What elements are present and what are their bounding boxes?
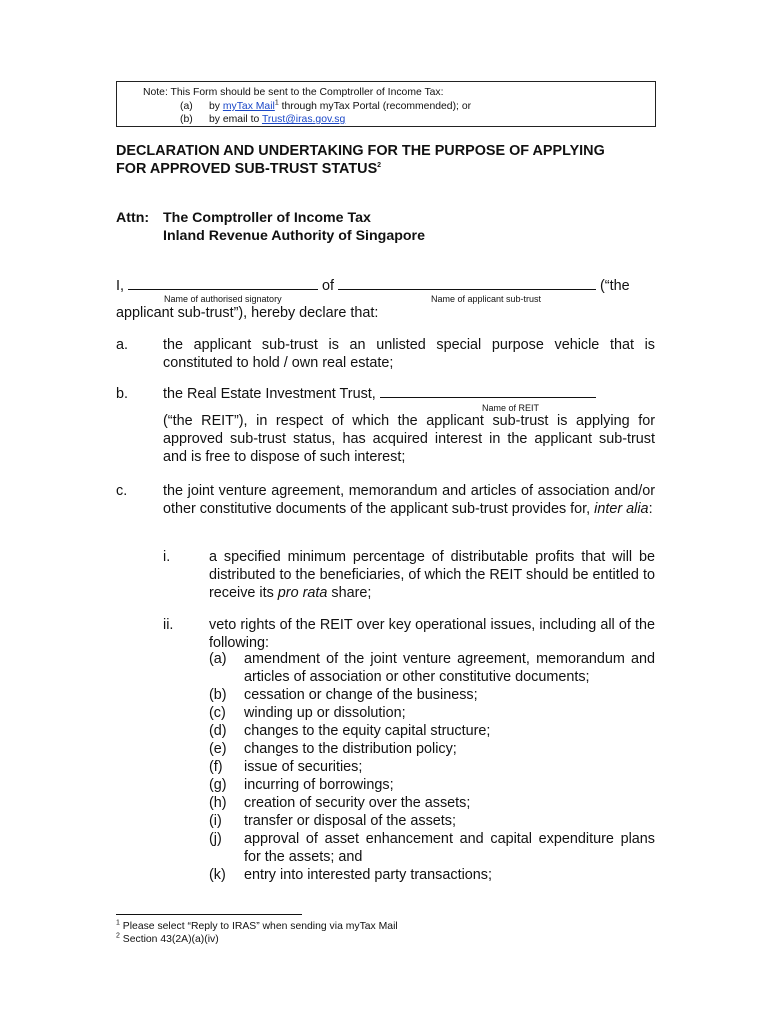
list-item xyxy=(209,650,655,686)
list-item-text: entry into interested party transactions; xyxy=(244,867,492,883)
list-item-label: (f) xyxy=(209,759,223,775)
list-item-label: (g) xyxy=(209,777,227,793)
declarant-of: of xyxy=(322,278,335,294)
note-a-label: (a) xyxy=(180,101,193,112)
list-item-label: (e) xyxy=(209,741,227,757)
list-item xyxy=(209,776,655,794)
item-a-text: the applicant sub-trust is an unlisted special purpose vehicle that is constituted to hold / own real estate; xyxy=(163,337,655,371)
list-item xyxy=(209,740,655,758)
attn-label: Attn: xyxy=(116,210,150,226)
item-a-label: a. xyxy=(116,337,129,353)
list-item-label: (d) xyxy=(209,723,227,739)
list-item-label: (h) xyxy=(209,795,227,811)
footnote-ref-1: 1 xyxy=(274,99,279,107)
declarant-line xyxy=(116,277,656,295)
list-item-text: incurring of borrowings; xyxy=(244,777,394,793)
list-item-text: changes to the equity capital structure; xyxy=(244,723,491,739)
footnote-divider xyxy=(116,914,302,915)
attn-line1: The Comptroller of Income Tax xyxy=(163,210,371,226)
veto-rights-list xyxy=(209,650,655,884)
note-a xyxy=(209,100,471,114)
footnote-1-number: 1 xyxy=(116,919,120,927)
mytax-mail-link[interactable]: myTax Mail xyxy=(222,101,275,112)
note-a-pre: by xyxy=(209,101,223,112)
declarant-prefix: I, xyxy=(116,278,124,294)
list-item-label: (i) xyxy=(209,813,222,829)
item-c-label: c. xyxy=(116,483,128,499)
list-item-label: (j) xyxy=(209,831,222,847)
note-b-pre: by email to xyxy=(209,114,262,125)
item-b-label: b. xyxy=(116,386,129,402)
note-b xyxy=(209,113,345,127)
list-item-text: approval of asset enhancement and capital expenditure plans for the assets; and xyxy=(244,831,655,865)
signatory-caption: Name of authorised signatory xyxy=(164,294,282,304)
list-item-text: creation of security over the assets; xyxy=(244,795,471,811)
list-item-label: (b) xyxy=(209,687,227,703)
item-b-pre: the Real Estate Investment Trust, xyxy=(163,386,376,402)
item-ii-label: ii. xyxy=(163,617,174,633)
list-item-label: (a) xyxy=(209,651,227,667)
form-title-line2: FOR APPROVED SUB-TRUST STATUS xyxy=(116,161,378,177)
item-i-body: a specified minimum percentage of distributable profits that will be distributed to the beneficiaries, of which the REIT should be entitled to receive its xyxy=(209,549,655,601)
email-link[interactable]: Trust@iras.gov.sg xyxy=(261,114,346,125)
subtrust-caption: Name of applicant sub-trust xyxy=(431,294,542,304)
subtrust-name-field[interactable] xyxy=(338,277,596,290)
reit-caption: Name of REIT xyxy=(482,403,540,413)
list-item xyxy=(209,830,655,866)
list-item xyxy=(209,794,655,812)
list-item xyxy=(209,722,655,740)
note-a-post: through myTax Portal (recommended); or xyxy=(278,101,472,112)
declarant-suffix: (“the xyxy=(600,278,630,294)
list-item xyxy=(209,686,655,704)
signatory-name-field[interactable] xyxy=(128,277,318,290)
item-c-text xyxy=(163,482,655,518)
list-item xyxy=(209,812,655,830)
item-c-body: the joint venture agreement, memorandum and articles of association and/or other constitutive documents of the applicant sub-trust provides for, xyxy=(163,483,655,517)
footnote-1-text: Please select “Reply to IRAS” when sending via myTax Mail xyxy=(122,921,398,932)
reit-name-field[interactable] xyxy=(380,385,596,398)
item-i-italic: pro rata xyxy=(277,585,328,601)
list-item xyxy=(209,866,655,884)
list-item-text: issue of securities; xyxy=(244,759,363,775)
item-c-colon: : xyxy=(648,501,653,517)
footnote-1 xyxy=(116,921,398,932)
list-item xyxy=(209,758,655,776)
item-i-end: share; xyxy=(331,585,372,601)
list-item-text: cessation or change of the business; xyxy=(244,687,478,703)
item-i-text xyxy=(209,548,655,602)
list-item-text: winding up or dissolution; xyxy=(244,705,406,721)
list-item xyxy=(209,704,655,722)
list-item-label: (c) xyxy=(209,705,226,721)
note-b-label: (b) xyxy=(180,114,193,125)
list-item-text: transfer or disposal of the assets; xyxy=(244,813,456,829)
footnote-2-number: 2 xyxy=(116,932,120,940)
list-item-text: amendment of the joint venture agreement, memorandum and articles of association or other constitutive documents; xyxy=(244,651,655,685)
form-title xyxy=(116,142,676,178)
list-item-label: (k) xyxy=(209,867,226,883)
declarant-line2: applicant sub-trust”), hereby declare that: xyxy=(116,305,379,321)
footnote-2 xyxy=(116,934,219,945)
attn-line2: Inland Revenue Authority of Singapore xyxy=(163,228,425,244)
item-b-text: (“the REIT”), in respect of which the applicant sub-trust is applying for approved sub-trust status, has acquired interest in the applicant sub-trust and is free to dispose of such interest; xyxy=(163,413,655,465)
form-title-line1: DECLARATION AND UNDERTAKING FOR THE PURPOSE OF APPLYING xyxy=(116,143,605,159)
item-b-line xyxy=(163,385,596,403)
footnote-2-text: Section 43(2A)(a)(iv) xyxy=(122,934,219,945)
footnote-ref-2: 2 xyxy=(377,162,382,170)
item-i-label: i. xyxy=(163,549,171,565)
list-item-text: changes to the distribution policy; xyxy=(244,741,457,757)
note-intro: Note: This Form should be sent to the Comptroller of Income Tax: xyxy=(143,87,444,98)
item-ii-text: veto rights of the REIT over key operational issues, including all of the following: xyxy=(209,617,655,651)
item-c-italic: inter alia xyxy=(594,501,649,517)
